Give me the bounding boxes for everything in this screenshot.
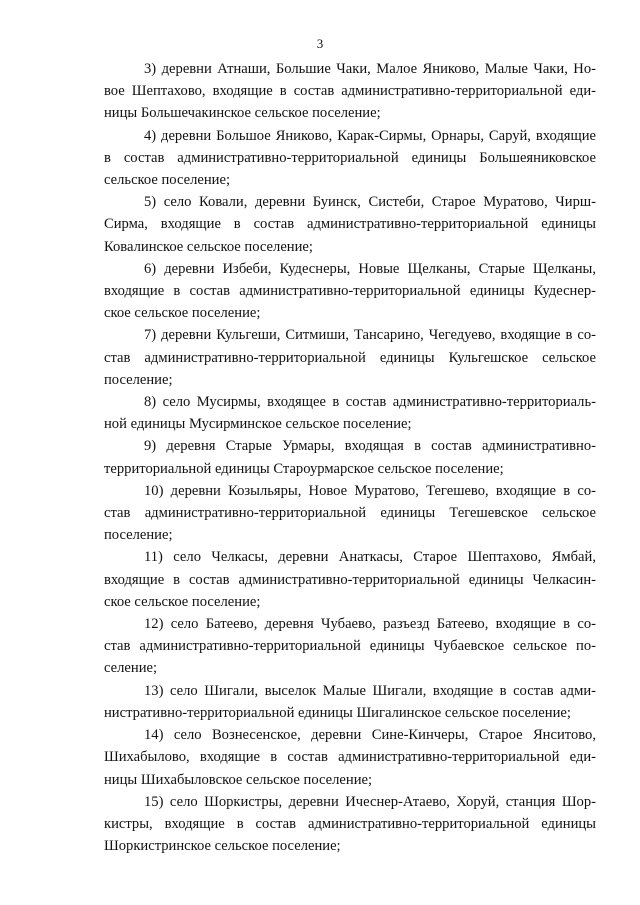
list-item-4 [104,125,596,192]
text-line: ницы Шихабыловское сельское поселение; [104,771,373,788]
text-line: став административно-территориальной единицы Чубаевское сельское по- [104,638,596,655]
text-line: 4) деревни Большое Яниково, Карак-Сирмы, Орнары, Саруй, входящие [144,127,596,144]
text-line: сельское поселение; [104,172,231,189]
text-line: в состав административно-территориальной единицы Большеяниковское [104,149,596,166]
list-item-5 [104,191,596,258]
text-line: 10) деревни Козыльяры, Новое Муратово, Тегешево, входящие в со- [144,482,596,499]
text-line: 6) деревни Избеби, Кудеснеры, Новые Щелканы, Старые Щелканы, [144,260,596,277]
text-line: 12) село Батеево, деревня Чубаево, разъезд Батеево, входящие в со- [144,616,596,633]
text-line: ной единицы Мусирминское сельское поселение; [104,416,412,433]
text-line: Ковалинское сельское поселение; [104,238,313,255]
document-body [104,58,596,857]
text-line: территориальной единицы Староурмарское сельское поселение; [104,460,504,477]
text-line: входящие в состав административно-территориальной единицы Челкасин- [104,571,596,588]
list-item-12 [104,613,596,680]
text-line: 3) деревни Атнаши, Большие Чаки, Малое Яниково, Малые Чаки, Но- [144,61,596,77]
text-line: ское сельское поселение; [104,593,261,610]
list-item-15 [104,791,596,858]
text-line: Шоркистринское сельское поселение; [104,838,341,855]
text-line: 7) деревни Кульгеши, Ситмиши, Тансарино, Чегедуево, входящие в со- [144,327,596,344]
text-line: селение; [104,660,158,677]
text-line: 8) село Мусирмы, входящее в состав административно-территориаль- [144,394,596,411]
text-line: кистры, входящие в состав административно-территориальной единицы [104,815,596,832]
text-line: 5) село Ковали, деревни Буинск, Систеби, Старое Муратово, Чирш- [144,194,596,211]
text-line: Шихабылово, входящие в состав административно-территориальной еди- [104,749,596,766]
text-line: ницы Большечакинское сельское поселение; [104,105,381,122]
text-line: Сирма, входящие в состав административно-территориальной единицы [104,216,596,233]
text-line: вое Шептахово, входящие в состав административно-территориальной еди- [104,83,596,100]
text-line: 15) село Шоркистры, деревни Ичеснер-Атаево, Хоруй, станция Шор- [144,793,596,810]
text-line: 13) село Шигали, выселок Малые Шигали, входящие в состав адми- [144,682,596,699]
text-line: поселение; [104,527,173,544]
list-item-6 [104,258,596,325]
list-item-9 [104,435,596,479]
text-line: входящие в состав административно-территориальной единицы Кудеснер- [104,283,596,300]
list-item-8 [104,391,596,435]
list-item-10 [104,480,596,547]
text-line: став административно-территориальной единицы Тегешевское сельское [104,505,596,522]
page-number: 3 [316,36,324,51]
text-line: поселение; [104,371,173,388]
text-line: 11) село Челкасы, деревни Анаткасы, Старое Шептахово, Ямбай, [144,549,596,566]
text-line: 9) деревня Старые Урмары, входящая в состав административно- [144,438,596,455]
text-line: став административно-территориальной единицы Кульгешское сельское [104,349,596,366]
list-item-7 [104,324,596,391]
list-item-3 [104,58,596,125]
list-item-14 [104,724,596,791]
text-line: 14) село Вознесенское, деревни Сине-Кинчеры, Старое Янситово, [144,727,596,744]
list-item-13 [104,680,596,724]
list-item-11 [104,546,596,613]
text-line: ское сельское поселение; [104,305,261,322]
text-line: нистративно-территориальной единицы Шигалинское сельское поселение; [104,704,571,721]
